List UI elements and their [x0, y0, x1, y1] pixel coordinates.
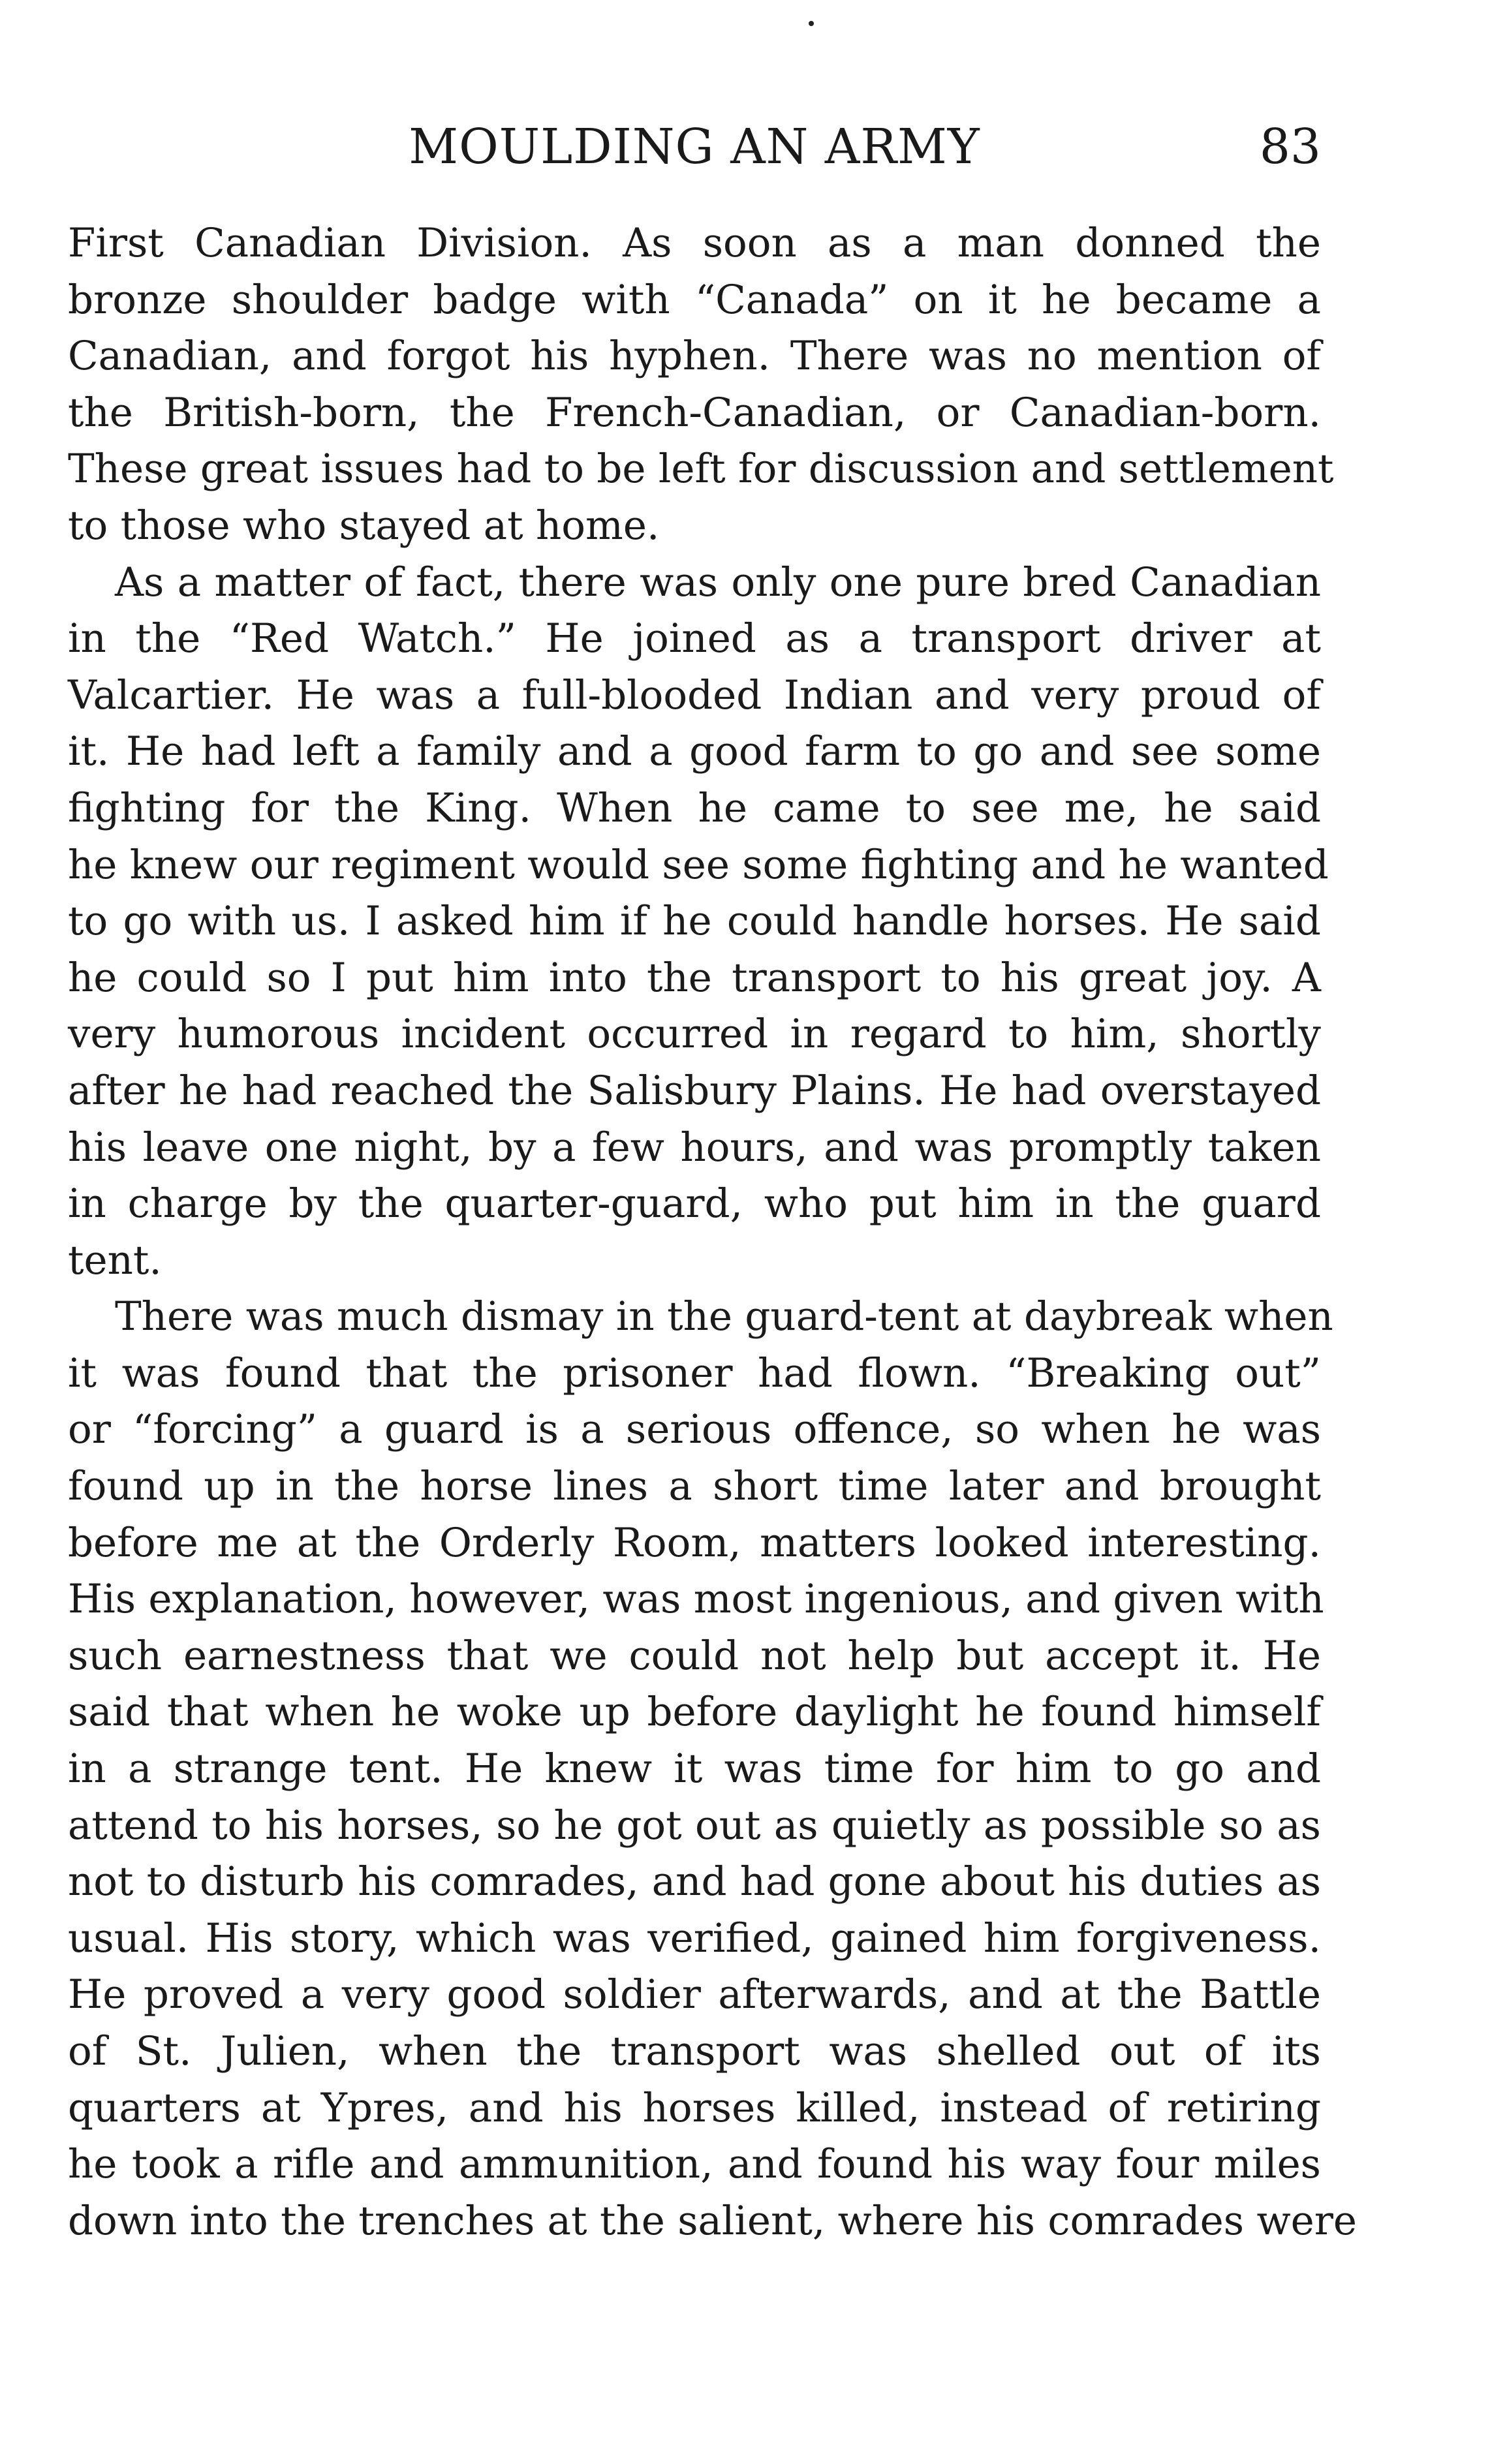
- text-line: in charge by the quarter-guard, who put him in the guard: [68, 1180, 1321, 1227]
- text-line: to go with us. I asked him if he could handle horses. He said: [68, 898, 1321, 945]
- text-line: it. He had left a family and a good farm to go and see some: [68, 728, 1321, 775]
- text-line: These great issues had to be left for discussion and settlement: [68, 446, 1334, 493]
- text-line: he could so I put him into the transport to his great joy. A: [68, 954, 1321, 1001]
- text-line: His explanation, however, was most ingenious, and given with: [68, 1576, 1324, 1623]
- text-line: He proved a very good soldier afterwards, and at the Battle: [68, 1971, 1321, 2018]
- text-line: his leave one night, by a few hours, and was promptly taken: [68, 1124, 1321, 1171]
- text-line: Valcartier. He was a full-blooded Indian and very proud of: [68, 671, 1321, 718]
- text-line: not to disturb his comrades, and had gone about his duties as: [68, 1858, 1321, 1905]
- text-line: quarters at Ypres, and his horses killed, instead of retiring: [68, 2084, 1321, 2131]
- page-number: 83: [1259, 119, 1321, 175]
- text-line: he knew our regiment would see some fighting and he wanted: [68, 841, 1329, 888]
- running-title: MOULDING AN ARMY: [409, 119, 980, 175]
- text-line: First Canadian Division. As soon as a man donned the: [68, 220, 1321, 266]
- body-text: [68, 215, 1358, 2249]
- text-line: said that when he woke up before daylight he found himself: [68, 1689, 1321, 1736]
- text-line: of St. Julien, when the transport was shelled out of its: [68, 2028, 1321, 2074]
- text-line: fighting for the King. When he came to see me, he said: [68, 784, 1321, 831]
- text-line: after he had reached the Salisbury Plains. He had overstayed: [68, 1067, 1321, 1114]
- page-speck: [809, 21, 814, 26]
- text-line: before me at the Orderly Room, matters looked interesting.: [68, 1519, 1321, 1566]
- text-line: attend to his horses, so he got out as quietly as possible so as: [68, 1802, 1321, 1849]
- text-line: bronze shoulder badge with “Canada” on it he became a: [68, 276, 1321, 323]
- text-line: in the “Red Watch.” He joined as a transport driver at: [68, 615, 1321, 662]
- text-line: down into the trenches at the salient, where his comrades were: [68, 2197, 1358, 2244]
- text-line: very humorous incident occurred in regard to him, shortly: [68, 1011, 1321, 1058]
- text-line: found up in the horse lines a short time later and brought: [68, 1463, 1321, 1510]
- text-line: such earnestness that we could not help but accept it. He: [68, 1632, 1321, 1679]
- text-line: usual. His story, which was verified, gained him forgiveness.: [68, 1915, 1321, 1962]
- text-line: the British-born, the French-Canadian, or Canadian-born.: [68, 389, 1321, 436]
- text-line: Canadian, and forgot his hyphen. There was no mention of: [68, 333, 1321, 380]
- paragraph-end-line: to those who stayed at home.: [68, 502, 660, 549]
- page-header: [68, 117, 1321, 176]
- paragraph-start-line: As a matter of fact, there was only one pure bred Canadian: [115, 559, 1321, 606]
- text-line: it was found that the prisoner had flown. “Breaking out”: [68, 1349, 1321, 1396]
- text-line: in a strange tent. He knew it was time for him to go and: [68, 1746, 1321, 1793]
- paragraph-start-line: There was much dismay in the guard-tent at daybreak when: [115, 1293, 1333, 1340]
- paragraph-end-line: tent.: [68, 1237, 162, 1284]
- text-line: or “forcing” a guard is a serious offence, so when he was: [68, 1406, 1321, 1453]
- text-line: he took a rifle and ammunition, and found his way four miles: [68, 2141, 1321, 2188]
